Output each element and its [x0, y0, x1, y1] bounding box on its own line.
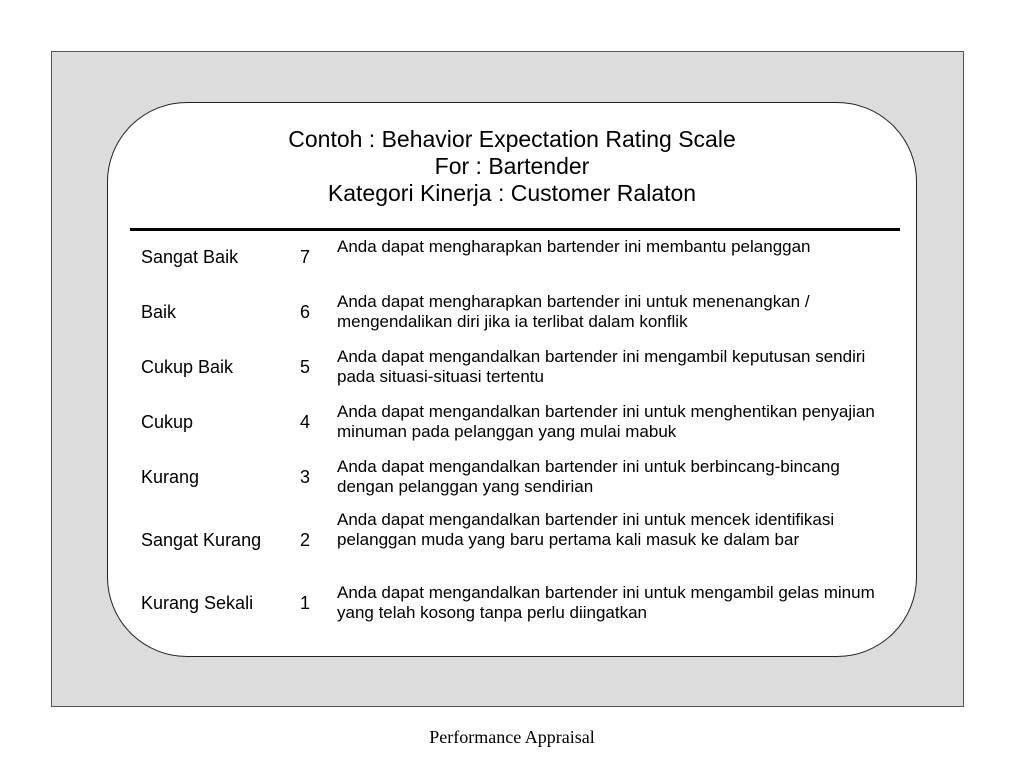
behavior-description: Anda dapat mengandalkan bartender ini untuk menghentikan penyajian minuman pada pelanggan yang mulai mabuk — [337, 402, 875, 441]
behavior-description: Anda dapat mengandalkan bartender ini mengambil keputusan sendiri pada situasi-situasi tertentu — [337, 347, 866, 386]
behavior-description: Anda dapat mengharapkan bartender ini membantu pelanggan — [337, 237, 811, 256]
score-value: 5 — [300, 357, 311, 377]
score-value: 4 — [300, 412, 311, 432]
slide-title — [107, 126, 917, 207]
score-value: 3 — [300, 467, 311, 487]
category-label: Kurang Sekali — [141, 593, 254, 613]
title-line-1: Contoh : Behavior Expectation Rating Scale — [288, 126, 736, 152]
title-divider — [130, 228, 900, 231]
category-label: Baik — [141, 302, 177, 322]
score-value: 1 — [300, 593, 311, 613]
title-line-3: Kategori Kinerja : Customer Ralaton — [327, 180, 697, 206]
behavior-description: Anda dapat mengandalkan bartender ini untuk mencek identifikasi pelanggan muda yang baru pertama kali masuk ke dalam bar — [337, 510, 835, 549]
behavior-description: Anda dapat mengandalkan bartender ini untuk berbincang-bincang dengan pelanggan yang sendirian — [337, 457, 840, 496]
category-label: Cukup — [141, 412, 194, 432]
footer-caption: Performance Appraisal — [429, 727, 595, 747]
category-label: Sangat Kurang — [141, 530, 262, 550]
score-value: 2 — [300, 530, 311, 550]
behavior-description: Anda dapat mengharapkan bartender ini untuk menenangkan / mengendalikan diri jika ia terlibat dalam konflik — [337, 292, 810, 331]
score-value: 6 — [300, 302, 311, 322]
title-line-2: For : Bartender — [434, 153, 590, 179]
score-value: 7 — [300, 247, 311, 267]
category-label: Sangat Baik — [141, 247, 239, 267]
category-label: Cukup Baik — [141, 357, 234, 377]
category-label: Kurang — [141, 467, 200, 487]
behavior-description: Anda dapat mengandalkan bartender ini untuk mengambil gelas minum yang telah kosong tanpa perlu diingatkan — [337, 583, 875, 622]
